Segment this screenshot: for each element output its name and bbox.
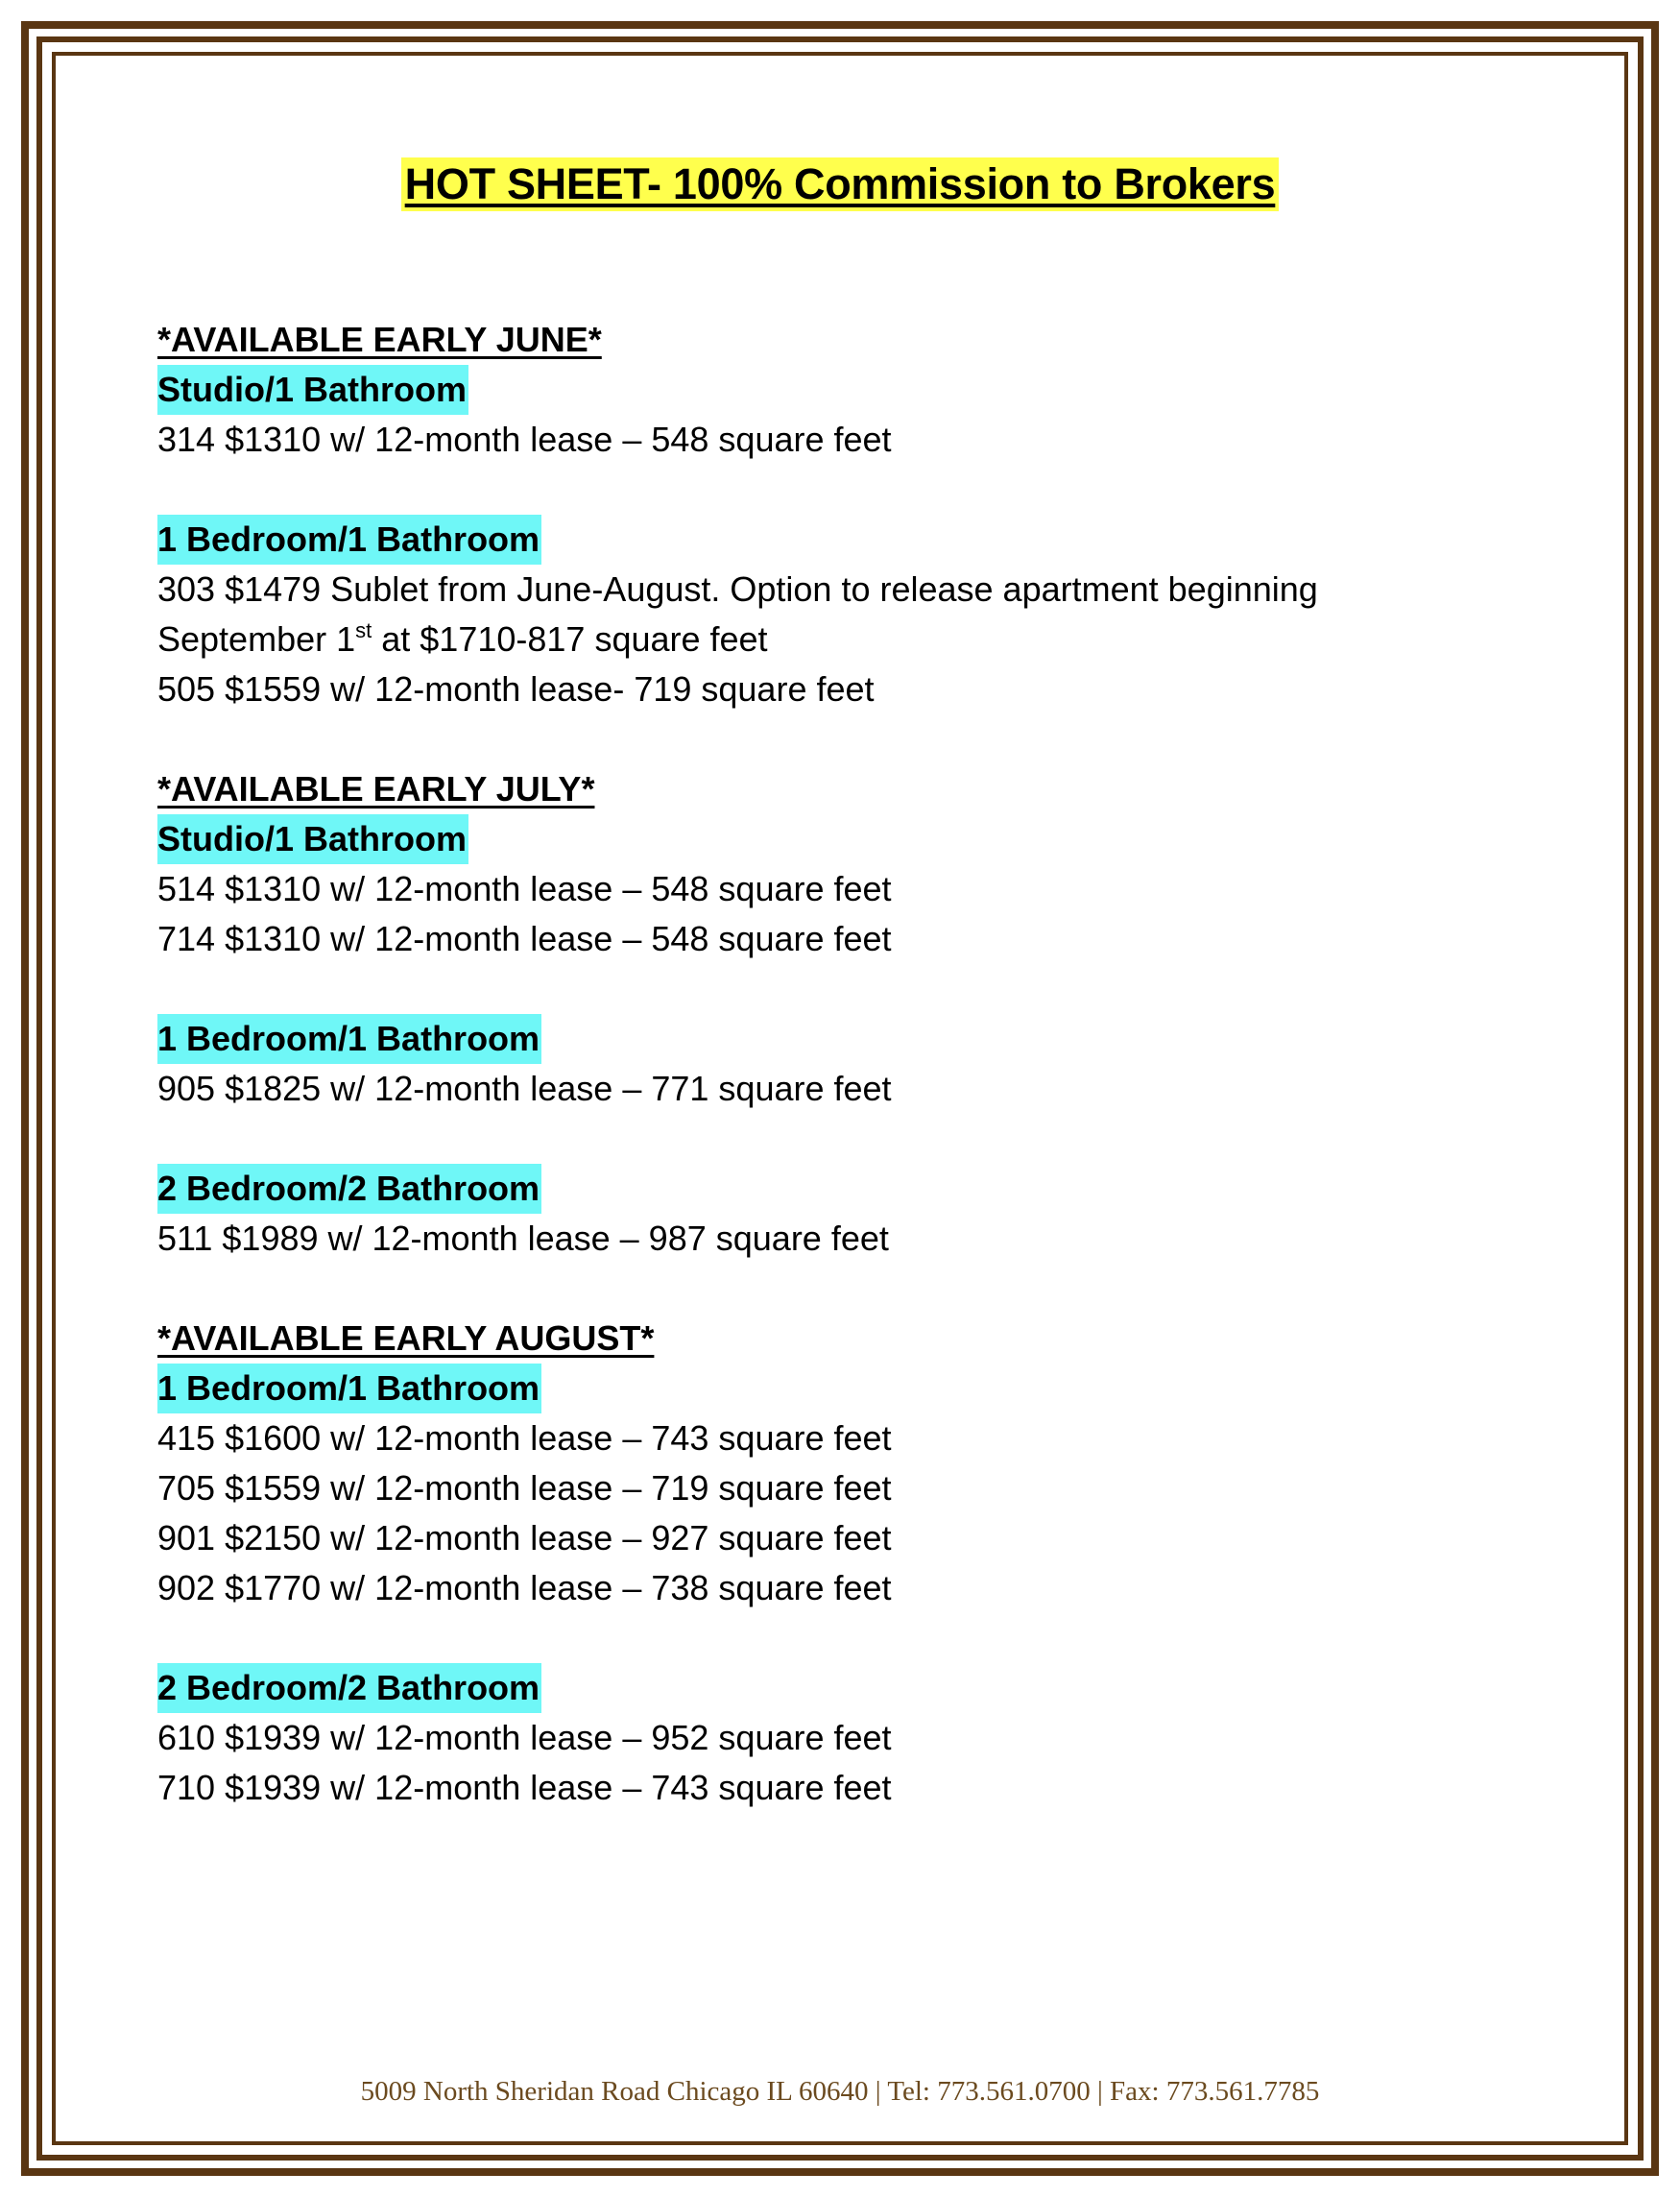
section-july (157, 764, 1521, 1264)
listing-text: September 1 (157, 619, 356, 659)
listing-line: 505 $1559 w/ 12-month lease- 719 square feet (157, 669, 875, 709)
group-july-studio (157, 814, 1521, 964)
listing-text: at $1710-817 square feet (372, 619, 768, 659)
listing-line: 303 $1479 Sublet from June-August. Option to release apartment beginning (157, 569, 1318, 609)
group-heading: 2 Bedroom/2 Bathroom (157, 1164, 541, 1214)
section-august (157, 1314, 1521, 1813)
group-heading: Studio/1 Bathroom (157, 365, 468, 415)
title-container (0, 157, 1680, 211)
section-heading-august: *AVAILABLE EARLY AUGUST* (157, 1318, 655, 1358)
listing-line: 714 $1310 w/ 12-month lease – 548 square feet (157, 919, 892, 958)
group-july-one-bed (157, 1014, 1521, 1114)
listing-line: 901 $2150 w/ 12-month lease – 927 square feet (157, 1518, 892, 1557)
section-heading-june: *AVAILABLE EARLY JUNE* (157, 320, 602, 359)
ordinal-suffix: st (355, 618, 372, 642)
listing-line: 610 $1939 w/ 12-month lease – 952 square feet (157, 1718, 892, 1757)
group-june-one-bed (157, 515, 1521, 714)
listing-line: 705 $1559 w/ 12-month lease – 719 square feet (157, 1468, 892, 1508)
group-heading: 1 Bedroom/1 Bathroom (157, 1014, 541, 1064)
group-august-one-bed (157, 1364, 1521, 1613)
listing-line: 902 $1770 w/ 12-month lease – 738 square feet (157, 1568, 892, 1607)
group-june-studio (157, 365, 1521, 465)
group-heading: 2 Bedroom/2 Bathroom (157, 1663, 541, 1713)
listing-line-continued (157, 615, 1521, 664)
group-heading: 1 Bedroom/1 Bathroom (157, 1364, 541, 1413)
group-july-two-bed (157, 1164, 1521, 1264)
listing-line: 415 $1600 w/ 12-month lease – 743 square feet (157, 1418, 892, 1458)
section-heading-july: *AVAILABLE EARLY JULY* (157, 769, 595, 809)
group-heading: 1 Bedroom/1 Bathroom (157, 515, 541, 565)
listing-line: 511 $1989 w/ 12-month lease – 987 square feet (157, 1219, 889, 1258)
group-august-two-bed (157, 1663, 1521, 1813)
page-title: HOT SHEET- 100% Commission to Brokers (401, 157, 1280, 211)
footer-contact: 5009 North Sheridan Road Chicago IL 60640 | Tel: 773.561.0700 | Fax: 773.561.7785 (360, 2076, 1320, 2107)
listing-line: 314 $1310 w/ 12-month lease – 548 square feet (157, 420, 892, 459)
listing-content (157, 315, 1521, 1863)
group-heading: Studio/1 Bathroom (157, 814, 468, 864)
section-june (157, 315, 1521, 714)
listing-line: 514 $1310 w/ 12-month lease – 548 square feet (157, 869, 892, 908)
listing-line: 710 $1939 w/ 12-month lease – 743 square feet (157, 1768, 892, 1807)
listing-line: 905 $1825 w/ 12-month lease – 771 square feet (157, 1069, 892, 1108)
